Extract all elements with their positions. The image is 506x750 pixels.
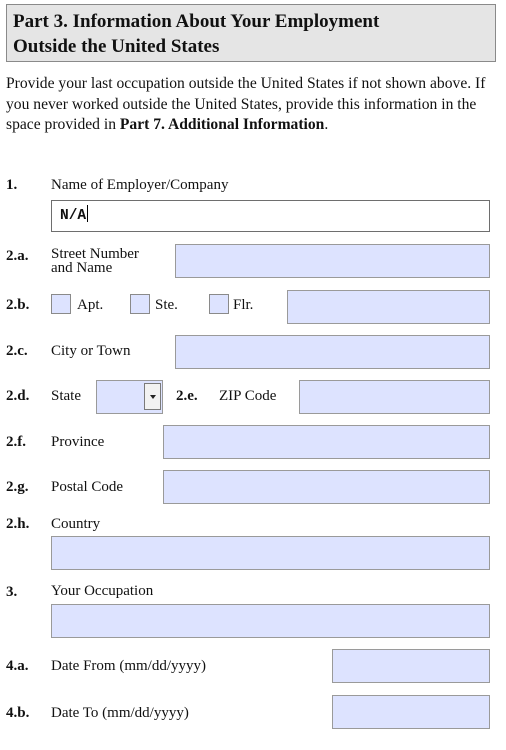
flr-label: Flr.: [233, 297, 254, 313]
state-label: State: [51, 388, 81, 404]
item-2h-number: 2.h.: [6, 516, 30, 532]
item-2c-number: 2.c.: [6, 343, 28, 359]
province-field[interactable]: [163, 425, 490, 459]
state-dropdown[interactable]: [96, 380, 163, 414]
city-label: City or Town: [51, 343, 131, 359]
item-2f-number: 2.f.: [6, 434, 26, 450]
country-field[interactable]: [51, 536, 490, 570]
zip-field[interactable]: [299, 380, 490, 414]
employer-name-label: Name of Employer/Company: [51, 177, 229, 193]
street-label-line2: and Name: [51, 260, 113, 276]
street-label-line1: Street Number: [51, 246, 139, 262]
employer-name-value: N/A: [60, 208, 87, 224]
date-to-field[interactable]: [332, 695, 490, 729]
ste-label: Ste.: [155, 297, 178, 313]
state-dropdown-button[interactable]: [144, 383, 161, 410]
text-cursor: [87, 205, 88, 222]
occupation-label: Your Occupation: [51, 583, 154, 599]
street-field[interactable]: [175, 244, 490, 278]
instructions-part7-ref: Part 7. Additional Information: [119, 116, 325, 133]
item-2b-number: 2.b.: [6, 297, 30, 313]
apt-number-field[interactable]: [287, 290, 490, 324]
date-to-label: Date To (mm/dd/yyyy): [51, 705, 189, 721]
part3-header: [6, 4, 496, 62]
postal-code-label: Postal Code: [51, 479, 124, 495]
part3-instructions: [6, 74, 500, 136]
item-1-number: 1.: [6, 177, 18, 193]
apt-checkbox[interactable]: [51, 294, 71, 314]
zip-label: ZIP Code: [219, 388, 277, 404]
part3-title-line1: Part 3. Information About Your Employment: [13, 11, 380, 32]
province-label: Province: [51, 434, 105, 450]
street-label: [51, 247, 139, 275]
city-field[interactable]: [175, 335, 490, 369]
occupation-field[interactable]: [51, 604, 490, 638]
item-3-number: 3.: [6, 584, 18, 600]
item-2a-number: 2.a.: [6, 248, 29, 264]
date-from-field[interactable]: [332, 649, 490, 683]
instructions-period: .: [324, 116, 329, 133]
date-from-label: Date From (mm/dd/yyyy): [51, 658, 206, 674]
flr-checkbox[interactable]: [209, 294, 229, 314]
employer-name-field[interactable]: [51, 200, 490, 232]
item-2d-number: 2.d.: [6, 388, 30, 404]
item-2g-number: 2.g.: [6, 479, 29, 495]
item-2e-number: 2.e.: [176, 388, 198, 404]
chevron-down-icon: [150, 395, 156, 399]
country-label: Country: [51, 516, 101, 532]
part3-title-line2: Outside the United States: [13, 36, 220, 57]
ste-checkbox[interactable]: [130, 294, 150, 314]
instructions-text: Provide your last occupation outside the United States if not shown above. If you never worked outside the United States, provide this information in the space provided in: [6, 75, 486, 133]
apt-label: Apt.: [77, 297, 104, 313]
postal-code-field[interactable]: [163, 470, 490, 504]
item-4a-number: 4.a.: [6, 658, 29, 674]
item-4b-number: 4.b.: [6, 705, 30, 721]
